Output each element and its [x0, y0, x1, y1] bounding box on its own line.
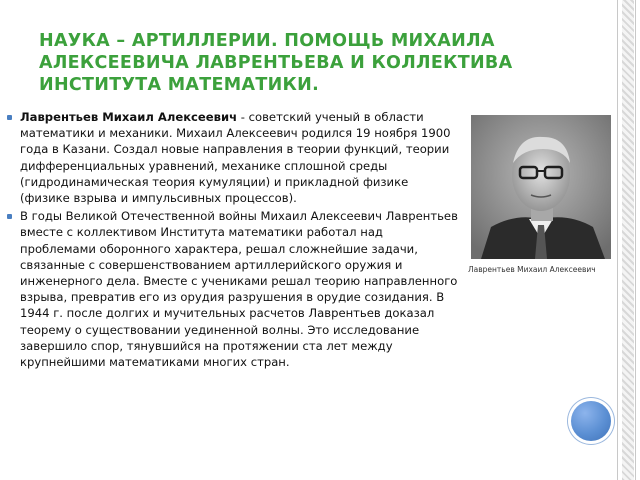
square-bullet-icon	[7, 115, 12, 120]
slide-title: НАУКА – АРТИЛЛЕРИИ. ПОМОЩЬ МИХАИЛА АЛЕКСЕЕВИЧА ЛАВРЕНТЬЕВА И КОЛЛЕКТИВА ИНСТИТУТА МАТЕМАТИКИ.	[39, 31, 513, 95]
slide-body	[6, 109, 458, 372]
portrait-photo	[471, 115, 611, 259]
bullet-item	[6, 109, 458, 206]
portrait-image	[471, 115, 611, 259]
decorative-stripe	[622, 0, 634, 480]
bullet-text: В годы Великой Отечественной войны Михаил Алексеевич Лаврентьев вместе с коллективом Института математики работал над проблемами оборонного характера, решал сложнейшие задачи, связанные с совершенствованием артиллерийского оружия и инженерного дела. Вместе с учениками решал теорию направленного взрыва, превратив его из орудия разрушения в орудие созидания. В 1944 г. после долгих и мучительных расчетов Лаврентьев доказал теорему о существовании уединенной волны. Это исследование завершило спор, тянувшийся на протяжении ста лет между крупнейшими математиками многих стран.	[20, 209, 458, 370]
bullet-item	[6, 208, 458, 370]
decorative-stripe-line	[617, 0, 618, 480]
circle-nav-icon[interactable]	[571, 401, 611, 441]
decorative-stripe-line	[635, 0, 636, 480]
bullet-bold-name: Лаврентьев Михаил Алексеевич	[20, 110, 238, 124]
bullet-text: - советский ученый в области математики и механики. Михаил Алексеевич родился 19 ноября 1900 года в Казани. Создал новые направления в теории функций, теории дифференциальных уравнений, механике сплошной среды (гидродинамическая теория кумуляции) и прикладной физике (физике взрыва и импульсивных процессов).	[20, 110, 451, 206]
square-bullet-icon	[7, 214, 12, 219]
photo-caption: Лаврентьев Михаил Алексеевич	[468, 265, 596, 274]
